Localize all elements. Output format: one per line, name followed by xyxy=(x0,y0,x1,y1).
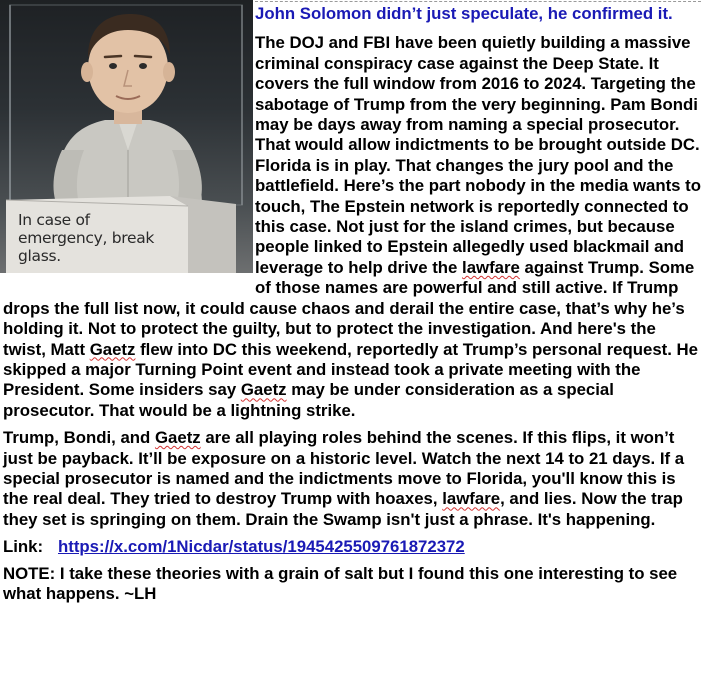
p1-text-d: may be under consideration as a special prosecutor. That would be a lightning strike. xyxy=(3,380,614,420)
p1-word-lawfare: lawfare xyxy=(462,257,520,277)
paragraph-2 xyxy=(0,428,701,530)
source-link[interactable]: https://x.com/1Nicdar/status/1945425509761872372 xyxy=(58,537,465,557)
p2-text-c: , and lies. Now the trap they set is springing on them. Drain the Swamp isn't just a phrase. It's happening. xyxy=(3,489,683,529)
p1-text-a: The DOJ and FBI have been quietly building a massive criminal conspiracy case against the Deep State. It covers the full window from 2016 to 2024. Targeting the sabotage of Trump from the very beginning. Pam Bondi may be days away from naming a special prosecutor. That would allow indictments to be brought outside DC. Florida is in play. That changes the jury pool and the battlefield. Here’s the part nobody in the media wants to touch, The Epstein network is reportedly connected to this case. Not just for the island crimes, but because people linked to Epstein allegedly used blackmail and leverage to help drive the xyxy=(255,33,701,277)
link-line xyxy=(0,537,701,557)
p1-text-b: against Trump. Some of those names are powerful and still active. If Trump drops the full list now, it could cause chaos and derail the entire case, that’s why he’s holding it. Not to protect the guilty, but to protect the investigation. And here's the twist, Matt xyxy=(3,257,695,359)
p2-word-gaetz: Gaetz xyxy=(154,428,201,448)
p2-word-lawfare: lawfare xyxy=(442,489,501,509)
p1-word-gaetz-2: Gaetz xyxy=(240,380,287,400)
sign-text: In case of emergency, break glass. xyxy=(18,211,155,265)
link-label: Link: xyxy=(3,537,44,557)
image-spacer xyxy=(0,4,255,288)
note: NOTE: I take these theories with a grain of salt but I found this one interesting to see what happens. ~LH xyxy=(3,563,678,603)
article-body xyxy=(0,4,701,604)
p2-text-b: are all playing roles behind the scenes. If this flips, it won’t just be payback. It’ll be exposure on a historic level. Watch the next 14 to 21 days. If a special prosecutor is named and the indictments move to Florida, you'll know this is the real deal. They tried to destroy Trump with hoaxes, xyxy=(3,428,685,509)
p1-text-c: flew into DC this weekend, reportedly at Trump’s personal request. He skipped a major Turning Point event and instead took a private meeting with the President. Some insiders say xyxy=(3,339,699,400)
headline: John Solomon didn’t just speculate, he confirmed it. xyxy=(255,4,673,23)
p1-word-gaetz-1: Gaetz xyxy=(89,339,136,359)
p2-text-a: Trump, Bondi, and xyxy=(3,428,155,448)
dashed-border xyxy=(250,1,701,2)
